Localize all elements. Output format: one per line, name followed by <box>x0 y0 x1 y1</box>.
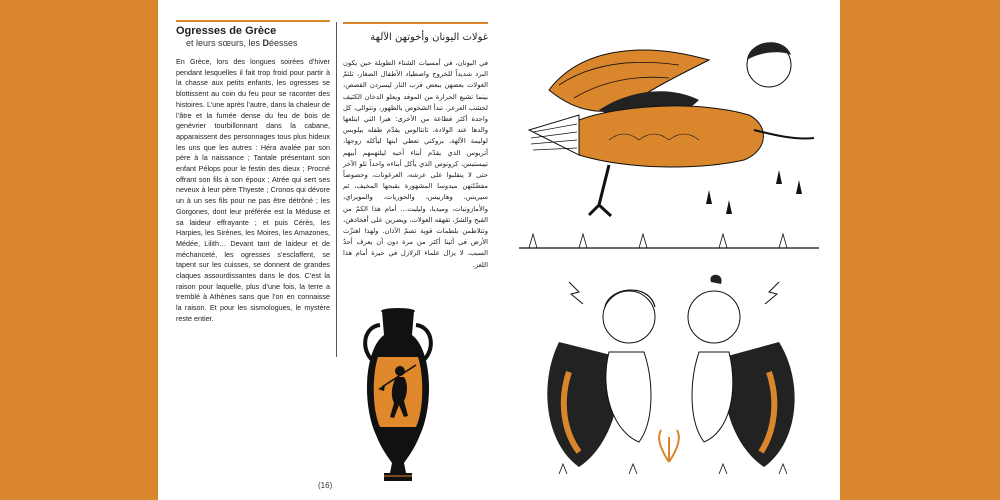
subtitle-initial: D <box>262 38 270 48</box>
right-page <box>499 0 840 500</box>
subtitle-prefix: et leurs sœurs, les <box>186 38 263 48</box>
two-harpies-illustration <box>529 262 819 487</box>
arabic-title: غولات اليونان وأخوتهن الآلهة <box>343 22 488 43</box>
french-body-text: En Grèce, lors des longues soirées d’hiver pendant lesquelles il fait trop froid pour partir à la chasse aux petits enfants, les ogresses se blottissent au coin du feu pour se raconter des histoires. L’une après l’autre, dans la chaleur de l’âtre et la fumée dense du feu de bois de genévrier tourbillonnant dans la cabane, apparaissent des personnages tous plus hideux les uns que les autres : Héra avalée par son père à la naissance ; Tantale présentant son enfant Pélops pour le festin des dieux ; Procné offrant son fils à son époux ; Atrée qui sert ses neveux à leur père Thyeste ; Cronos qui dévore un à un ses fils pour ne pas être détrôné ; les Gorgones, dont leur préférée est la Méduse et sa laideur effrayante ; et puis Cérès, les Harpies, les Sirènes, les Moires, les Amazones, Médée, Lilith… Devant tant de laideur et de méchanceté, les ogresses s’esclaffent, se tapent sur les cuisses, se donnent de grandes claques assourdissantes dans le dos. C’est la raison pour laquelle, plus d’une fois, la terre a tremblé à Athènes sans que l’on en connaisse la raison. Et pour les sismologues, le mystère reste entier. <box>176 57 330 323</box>
left-page <box>158 0 499 500</box>
book-spread <box>158 0 840 500</box>
page-number: (16) <box>318 481 333 490</box>
amphora-illustration <box>358 305 438 490</box>
page-subtitle <box>176 38 330 48</box>
column-divider <box>336 22 337 357</box>
title-block <box>176 20 330 48</box>
page-title: Ogresses de Grèce <box>176 25 277 37</box>
harpy-flying-illustration <box>519 20 819 260</box>
subtitle-suffix: éesses <box>269 38 298 48</box>
arabic-body-text: في اليونان، في أمسيات الشتاء الطويلة حين يكون البرد شديداً للخروج واصطياد الأطفال الصغار، تلتمّ الغولات بعضهن ببعض قرب النار ليسردن القصص، بينما تشيع الحرارة من الموقد ويعلو الدخان الكثيف لخشب العرعر. تبدأ الشخوص بالظهور، وتتوالى، كل واحدة أكثر فظاعة من الأخرى: هيرا التي ابتلعها والدها عند الولادة، تانتالوس يقدّم طفله بيلوبس لوليمة الآلهة، بروكني تعطي ابنها ليأكله زوجها، أتريوس الذي يقدّم أبناء أخيه ليلتهمهم أبيهم تييستيس، كرونوس الذي يأكل أبناءه واحداً تلو الآخر حتى لا ينقلبوا على عرشه، الغرغونات، وخصوصاً مفضّلتهن ميدوسا المشهورة بقبحها المخيف، ثم سيريس، وهاربيس، والحوريات، والمويراي، والأمازونيات، وميديا، وليليت… أمام هذا الكمّ من القبح والشرّ، تقهقه الغولات، ويضربن على أفخاذهن، وتتلاطمن بلطمات قوية تصمّ الآذان. ولهذا اهتزّت الأرض في أثينا أكثر من مرة دون أن يعرف أحدٌ السبب. لا يزال علماء الزلازل في حيرة أمام هذا اللغز. <box>343 59 488 269</box>
